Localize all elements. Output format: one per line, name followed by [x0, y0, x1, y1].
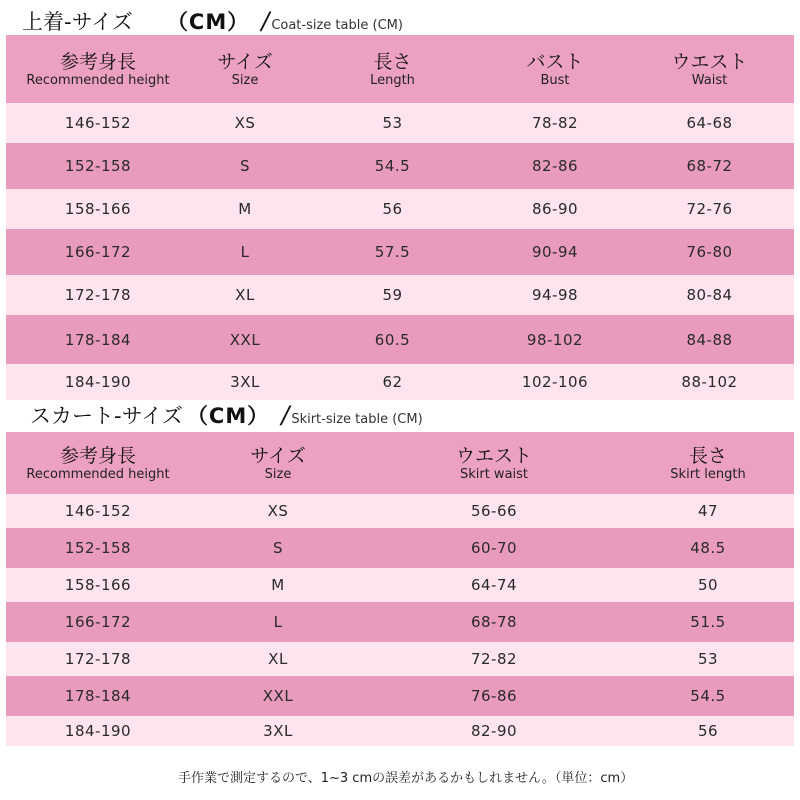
coat-cell: 78-82 — [531, 114, 579, 132]
coat-table-row — [6, 275, 794, 315]
skirt-cell: S — [272, 539, 284, 557]
skirt-table-row — [6, 494, 794, 528]
coat-table-row — [6, 364, 794, 400]
coat-cell: L — [240, 243, 250, 261]
skirt-size-table — [6, 432, 794, 746]
coat-header-bust — [485, 51, 625, 88]
coat-cell: 64-68 — [686, 114, 733, 132]
coat-cell: 158-166 — [64, 200, 132, 218]
skirt-title-en: Skirt-size table (CM) — [291, 412, 423, 427]
header-jp: サイズ — [217, 50, 273, 73]
skirt-cell: 53 — [697, 650, 719, 668]
coat-cell: 3XL — [230, 373, 260, 391]
skirt-cell: M — [271, 576, 285, 594]
coat-table-row — [6, 229, 794, 275]
header-jp: バスト — [526, 50, 584, 73]
header-jp: サイズ — [250, 444, 306, 467]
skirt-cell: 64-74 — [470, 576, 518, 594]
coat-table-row — [6, 189, 794, 229]
skirt-table-row — [6, 676, 794, 716]
skirt-table-row — [6, 716, 794, 746]
coat-cell: 54.5 — [374, 157, 411, 175]
coat-title-jp: 上着-サイズ — [22, 10, 133, 34]
header-en: Size — [231, 72, 259, 88]
coat-cell: 102-106 — [521, 373, 589, 391]
coat-cell: 90-94 — [531, 243, 579, 261]
skirt-header-size — [190, 445, 366, 482]
coat-cell: 84-88 — [686, 330, 733, 349]
coat-cell: 60.5 — [374, 330, 411, 349]
coat-cell: 178-184 — [64, 330, 132, 349]
header-jp: ウエスト — [455, 444, 532, 467]
coat-cell: 152-158 — [64, 157, 132, 175]
skirt-title-unit: （CM） — [186, 404, 270, 428]
header-en: Bust — [540, 72, 570, 88]
skirt-table-title — [30, 400, 423, 432]
coat-cell: 57.5 — [374, 243, 411, 261]
coat-cell: 146-152 — [64, 114, 132, 132]
coat-cell: 86-90 — [531, 200, 579, 218]
skirt-title-slash: / — [281, 401, 290, 429]
header-en: Recommended height — [26, 466, 170, 482]
coat-title-en: Coat-size table (CM) — [271, 18, 403, 33]
coat-title-unit: （CM） — [166, 10, 250, 34]
coat-cell: 53 — [382, 114, 403, 132]
coat-cell: 56 — [382, 200, 403, 218]
skirt-cell: 184-190 — [64, 722, 132, 740]
coat-table-row — [6, 143, 794, 189]
skirt-cell: 56 — [697, 722, 719, 740]
skirt-table-body — [6, 494, 794, 746]
coat-table-body — [6, 103, 794, 400]
skirt-cell: 50 — [697, 576, 719, 594]
skirt-cell: 178-184 — [64, 687, 132, 705]
skirt-cell: L — [273, 613, 283, 631]
coat-header-height — [6, 51, 190, 88]
coat-header-row — [6, 35, 794, 103]
skirt-title-jp: スカート-サイズ — [30, 404, 183, 428]
coat-cell: XXL — [229, 330, 261, 349]
coat-cell: 88-102 — [681, 373, 738, 391]
skirt-cell: 60-70 — [470, 539, 518, 557]
skirt-cell: 68-78 — [470, 613, 518, 631]
coat-header-length — [300, 51, 485, 88]
skirt-header-height — [6, 445, 190, 482]
measurement-note: 手作業で測定するので、1~3 cmの誤差があるかもしれません。（単位：cm） — [178, 771, 634, 786]
coat-cell: 72-76 — [686, 200, 733, 218]
coat-cell: 172-178 — [64, 286, 132, 304]
header-en: Size — [264, 466, 292, 482]
coat-cell: 59 — [382, 286, 403, 304]
header-jp: 参考身長 — [59, 50, 136, 73]
skirt-cell: 76-86 — [470, 687, 518, 705]
header-en: Skirt length — [670, 466, 746, 482]
header-jp: 長さ — [373, 50, 412, 73]
skirt-cell: 166-172 — [64, 613, 132, 631]
coat-header-waist — [625, 51, 794, 88]
header-jp: 長さ — [688, 444, 727, 467]
skirt-table-row — [6, 642, 794, 676]
skirt-cell: 54.5 — [690, 687, 726, 705]
header-en: Recommended height — [26, 72, 170, 88]
skirt-cell: 56-66 — [470, 502, 518, 520]
coat-cell: 184-190 — [64, 373, 132, 391]
skirt-header-length — [622, 445, 794, 482]
coat-cell: 80-84 — [686, 286, 733, 304]
header-en: Waist — [691, 72, 728, 88]
coat-cell: 76-80 — [686, 243, 733, 261]
skirt-cell: 48.5 — [690, 539, 726, 557]
coat-table-title — [22, 6, 403, 38]
skirt-header-waist — [366, 445, 622, 482]
skirt-header-row — [6, 432, 794, 494]
coat-size-table — [6, 35, 794, 400]
skirt-cell: 82-90 — [470, 722, 518, 740]
skirt-cell: 158-166 — [64, 576, 132, 594]
skirt-cell: 47 — [697, 502, 719, 520]
skirt-table-row — [6, 568, 794, 602]
skirt-cell: XS — [267, 502, 289, 520]
skirt-table-row — [6, 528, 794, 568]
header-en: Length — [370, 72, 415, 88]
coat-cell: 68-72 — [686, 157, 733, 175]
skirt-cell: 72-82 — [470, 650, 518, 668]
skirt-cell: 3XL — [263, 722, 293, 740]
header-jp: 参考身長 — [59, 444, 136, 467]
skirt-cell: XXL — [262, 687, 294, 705]
coat-cell: XS — [234, 114, 256, 132]
coat-cell: 166-172 — [64, 243, 132, 261]
skirt-cell: 146-152 — [64, 502, 132, 520]
skirt-cell: 152-158 — [64, 539, 132, 557]
coat-cell: 62 — [382, 373, 403, 391]
coat-header-size — [190, 51, 300, 88]
coat-title-slash: / — [261, 7, 270, 35]
coat-table-row — [6, 103, 794, 143]
coat-cell: 82-86 — [531, 157, 579, 175]
skirt-table-row — [6, 602, 794, 642]
header-jp: ウエスト — [671, 50, 748, 73]
skirt-cell: 51.5 — [690, 613, 726, 631]
skirt-cell: XL — [268, 650, 288, 668]
skirt-cell: 172-178 — [64, 650, 132, 668]
coat-cell: M — [238, 200, 252, 218]
header-en: Skirt waist — [459, 466, 529, 482]
coat-cell: 98-102 — [526, 330, 584, 349]
coat-cell: 94-98 — [531, 286, 579, 304]
coat-cell: XL — [235, 286, 255, 304]
coat-cell: S — [239, 157, 251, 175]
coat-table-row — [6, 315, 794, 364]
